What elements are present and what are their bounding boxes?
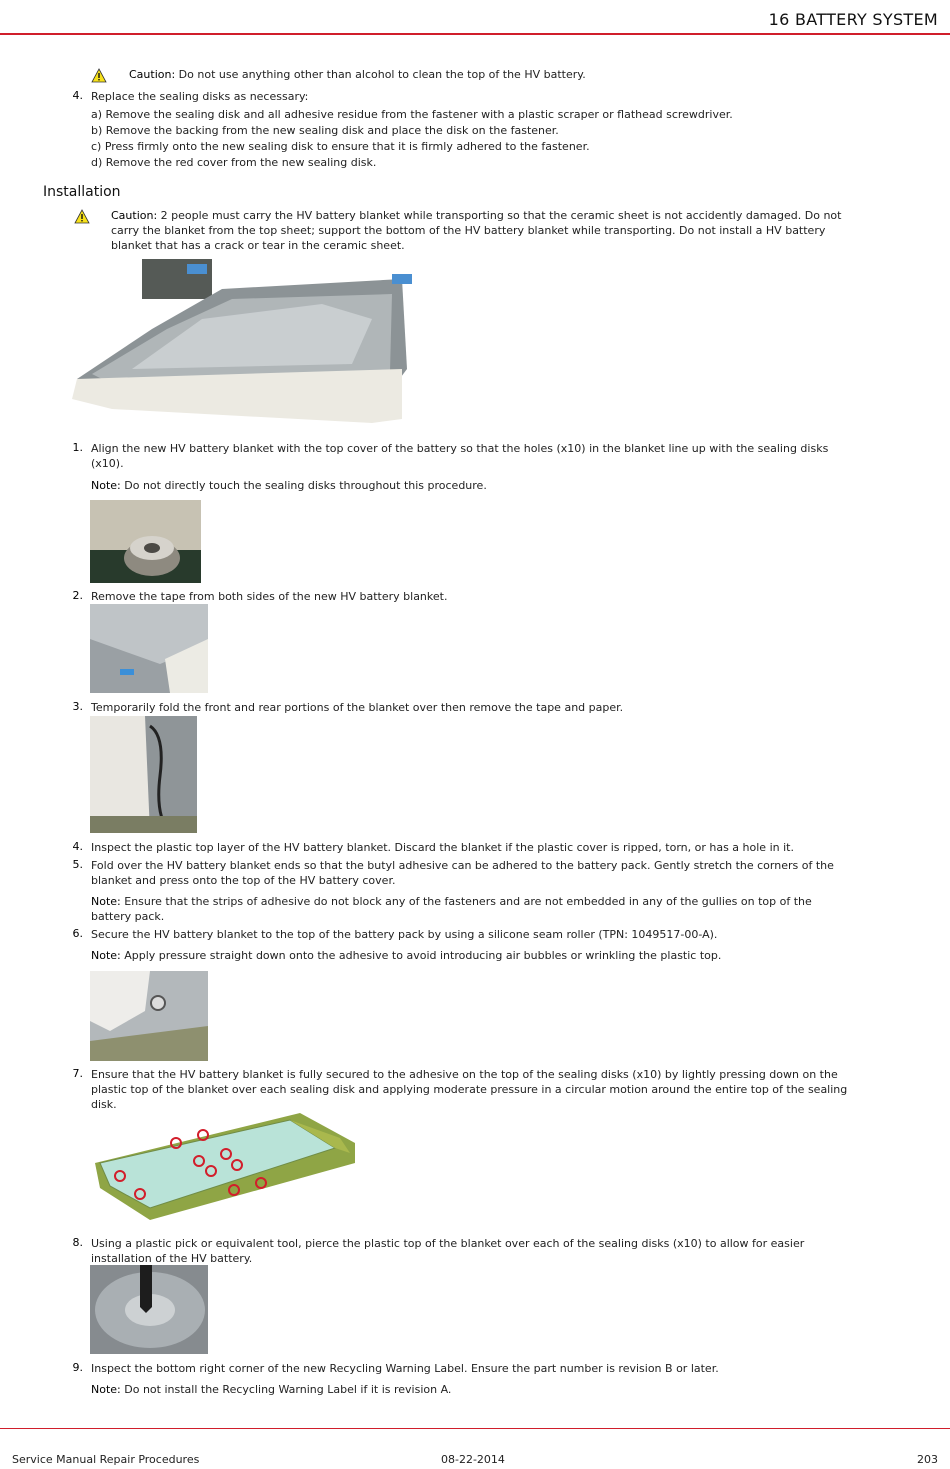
step-text: Fold over the HV battery blanket ends so that the butyl adhesive can be adhered to the battery pack. Gently stretch the corners of the blanket and press onto the top of the HV battery cover. xyxy=(91,859,834,887)
substep: c) Press firmly onto the new sealing disk to ensure that it is firmly adhered to the fastener. xyxy=(91,140,590,153)
step-text: Inspect the plastic top layer of the HV battery blanket. Discard the blanket if the plastic cover is ripped, torn, or has a hole in it. xyxy=(91,841,794,854)
step-text: Inspect the bottom right corner of the new Recycling Warning Label. Ensure the part number is revision B or later. xyxy=(91,1362,719,1375)
step-number: 4. xyxy=(72,89,83,102)
sealing-disk-photo xyxy=(90,500,201,583)
step-note: Note: Ensure that the strips of adhesive do not block any of the fasteners and are not embedded in any of the gullies on top of the battery pack. xyxy=(91,895,812,923)
step-number: 9. xyxy=(72,1361,83,1374)
step-number: 1. xyxy=(72,441,83,454)
pierce-plastic-photo xyxy=(90,1265,208,1354)
footer-divider xyxy=(0,1428,950,1429)
caution-text: Do not use anything other than alcohol to clean the top of the HV battery. xyxy=(178,68,586,81)
caution-icon xyxy=(91,68,107,83)
caution-label: Caution: xyxy=(129,68,176,81)
header-divider xyxy=(0,33,950,35)
sealing-disk-diagram xyxy=(90,1108,360,1226)
blanket-carry-photo xyxy=(72,259,434,426)
substep: d) Remove the red cover from the new sealing disk. xyxy=(91,156,377,169)
step-number: 5. xyxy=(72,858,83,871)
installation-caution: Caution: 2 people must carry the HV battery blanket while transporting so that the ceramic sheet is not accidently damaged. Do not carry the blanket from the top sheet; support the bottom of the HV battery blanket while transporting. Do not install a HV battery blanket that has a crack or tear in the ceramic sheet. xyxy=(111,209,842,252)
step-text: Replace the sealing disks as necessary: xyxy=(91,90,309,103)
step-number: 6. xyxy=(72,927,83,940)
tape-removal-photo xyxy=(90,604,208,693)
chapter-title: 16 BATTERY SYSTEM xyxy=(768,10,938,29)
step-text: Secure the HV battery blanket to the top of the battery pack by using a silicone seam roller (TPN: 1049517-00-A). xyxy=(91,928,718,941)
step-note: Note: Apply pressure straight down onto the adhesive to avoid introducing air bubbles or wrinkling the plastic top. xyxy=(91,949,722,962)
step-number: 8. xyxy=(72,1236,83,1249)
step-number: 4. xyxy=(72,840,83,853)
step-text: Ensure that the HV battery blanket is fully secured to the adhesive on the top of the sealing disks (x10) by lightly pressing down on the plastic top of the blanket over each sealing disk and applying moderate pressure in a circular motion around the entire top of the sealing disk. xyxy=(91,1068,848,1111)
step-number: 3. xyxy=(72,700,83,713)
seam-roller-photo xyxy=(90,971,208,1061)
footer-manual-title: Service Manual Repair Procedures xyxy=(12,1453,200,1466)
step-text: Align the new HV battery blanket with the top cover of the battery so that the holes (x10) in the blanket line up with the sealing disks (x10). xyxy=(91,442,829,470)
substep: a) Remove the sealing disk and all adhesive residue from the fastener with a plastic scraper or flathead screwdriver. xyxy=(91,108,733,121)
footer-date: 08-22-2014 xyxy=(441,1453,505,1466)
substep: b) Remove the backing from the new sealing disk and place the disk on the fastener. xyxy=(91,124,559,137)
fold-blanket-photo xyxy=(90,716,197,833)
section-title: Installation xyxy=(43,184,121,200)
step-text: Temporarily fold the front and rear portions of the blanket over then remove the tape and paper. xyxy=(91,701,624,714)
step-number: 7. xyxy=(72,1067,83,1080)
top-caution xyxy=(129,67,586,82)
step-note: Note: Do not directly touch the sealing disks throughout this procedure. xyxy=(91,479,487,492)
caution-icon xyxy=(74,209,90,224)
step-note: Note: Do not install the Recycling Warning Label if it is revision A. xyxy=(91,1383,452,1396)
step-text: Using a plastic pick or equivalent tool, pierce the plastic top of the blanket over each of the sealing disks (x10) to allow for easier installation of the HV battery. xyxy=(91,1237,805,1265)
step-text: Remove the tape from both sides of the new HV battery blanket. xyxy=(91,590,448,603)
page-number: 203 xyxy=(917,1453,938,1466)
step-number: 2. xyxy=(72,589,83,602)
